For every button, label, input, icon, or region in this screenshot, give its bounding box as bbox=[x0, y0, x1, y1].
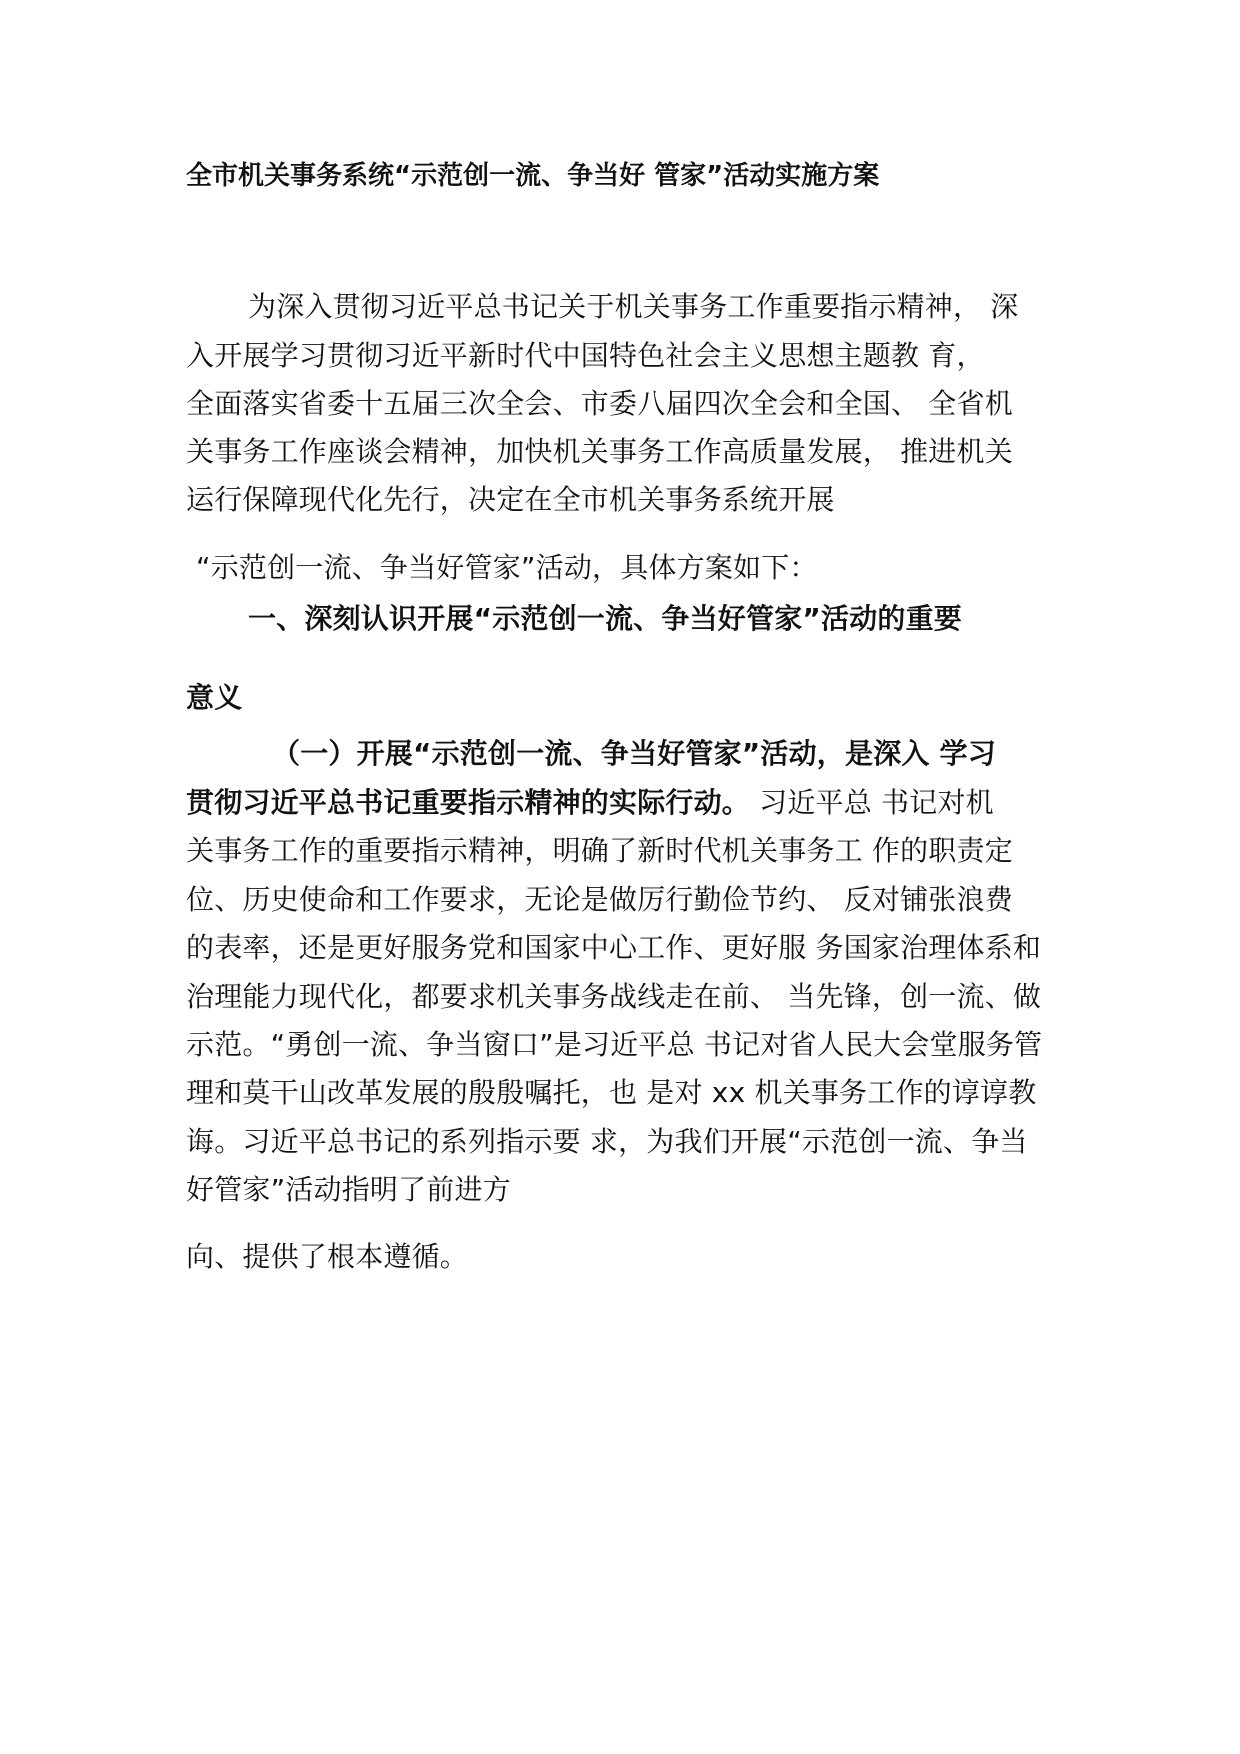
body-line: 好管家”活动指明了前进方 bbox=[186, 1173, 511, 1206]
body-line: 位、历史使命和工作要求，无论是做厉行勤俭节约、 反对铺张浪费 bbox=[186, 883, 1013, 916]
body-line: 治理能力现代化，都要求机关事务战线走在前、 当先锋，创一流、做 bbox=[186, 980, 1042, 1013]
body-line: 示范。“勇创一流、争当窗口”是习近平总 书记对省人民大会堂服务管 bbox=[186, 1028, 1043, 1061]
subsection-line bbox=[186, 783, 1076, 823]
document-title: 全市机关事务系统“示范创一流、争当好 管家”活动实施方案 bbox=[186, 161, 880, 191]
intro-line: 运行保障现代化先行，决定在全市机关事务系统开展 bbox=[186, 483, 835, 516]
intro-line: 关事务工作座谈会精神，加快机关事务工作高质量发展， 推进机关 bbox=[186, 435, 1013, 468]
intro-line: “示范创一流、争当好管家”活动，具体方案如下： bbox=[196, 551, 818, 584]
subsection-heading: （一）开展“示范创一流、争当好管家”活动，是深入 学习 bbox=[272, 737, 996, 770]
section-heading-continued: 意义 bbox=[186, 681, 243, 714]
subsection-heading-continued: 贯彻习近平总书记重要指示精神的实际行动。 bbox=[186, 786, 751, 819]
section-heading: 一、深刻认识开展“示范创一流、争当好管家”活动的重要 bbox=[248, 602, 963, 635]
body-line: 向、提供了根本遵循。 bbox=[186, 1240, 469, 1273]
body-line: 关事务工作的重要指示精神，明确了新时代机关事务工 作的职责定 bbox=[186, 834, 1013, 867]
body-line: 理和莫干山改革发展的殷殷嘱托，也 是对 xx 机关事务工作的谆谆教 bbox=[186, 1076, 1037, 1109]
body-line: 的表率，还是更好服务党和国家中心工作、更好服 务国家治理体系和 bbox=[186, 931, 1042, 964]
subsection-text: 习近平总 书记对机 bbox=[750, 786, 994, 819]
intro-line: 入开展学习贯彻习近平新时代中国特色社会主义思想主题教 育， bbox=[186, 339, 985, 372]
body-line: 诲。习近平总书记的系列指示要 求，为我们开展“示范创一流、争当 bbox=[186, 1125, 1028, 1158]
intro-line: 全面落实省委十五届三次全会、市委八届四次全会和全国、 全省机 bbox=[186, 387, 1013, 420]
intro-line: 为深入贯彻习近平总书记关于机关事务工作重要指示精神， 深 bbox=[248, 290, 1019, 323]
